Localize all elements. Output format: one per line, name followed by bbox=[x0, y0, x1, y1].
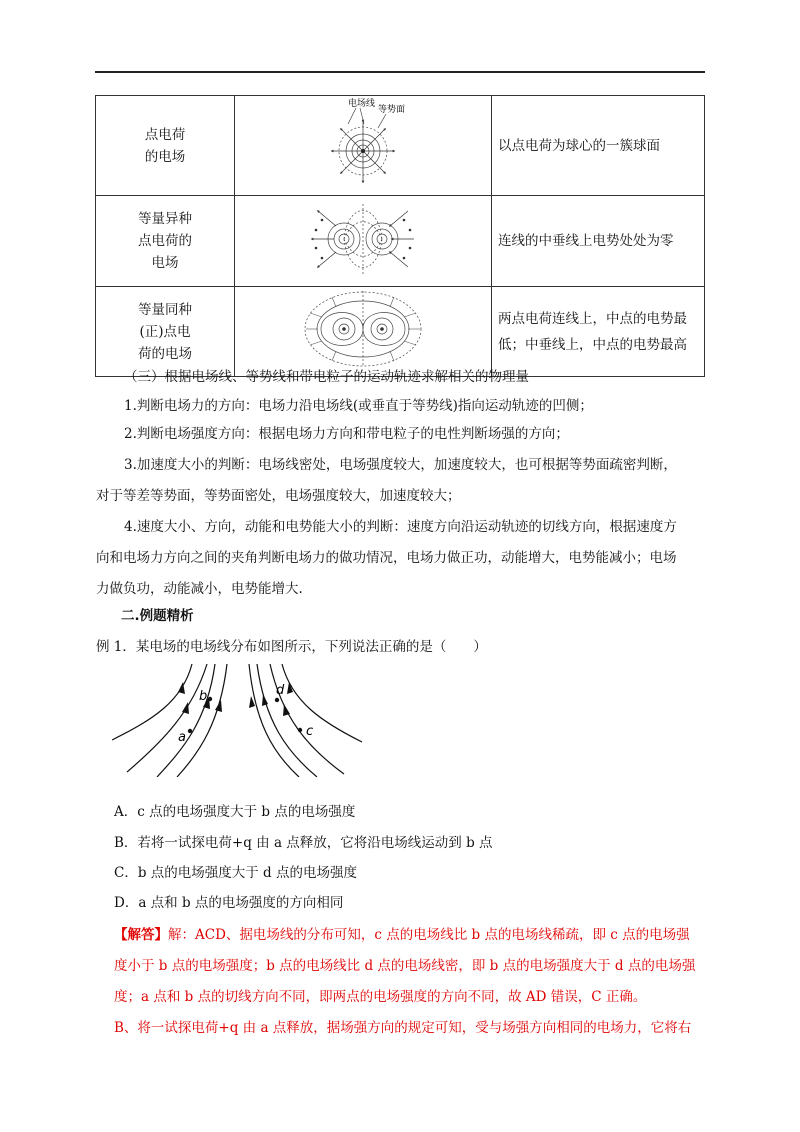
answer-tag: 【解答】 bbox=[114, 927, 168, 943]
paragraph: 力做负功，动能减小，电势能增大. bbox=[96, 581, 303, 597]
row-name: 等量同种 (正)点电 荷的电场 bbox=[96, 287, 235, 377]
paragraph: 1.判断电场力的方向：电场力沿电场线(或垂直于等势线)指向运动轨迹的凹侧； bbox=[124, 398, 593, 414]
row-desc: 连线的中垂线上电势处处为零 bbox=[492, 196, 705, 287]
table-row bbox=[96, 196, 705, 287]
point-c bbox=[298, 728, 302, 732]
point-d bbox=[275, 698, 279, 702]
row-name: 等量异种 点电荷的 电场 bbox=[96, 196, 235, 287]
row-desc: 两点电荷连线上，中点的电势最 低；中垂线上，中点的电势最高 bbox=[492, 287, 705, 377]
option-a: A．c 点的电场强度大于 b 点的电场强度 bbox=[114, 804, 356, 820]
answer-line: 度小于 b 点的电场强度；b 点的电场线比 d 点的电场线密，即 b 点的电场强度大于 d 点的电场强 bbox=[114, 958, 696, 974]
like-charges-figure bbox=[235, 287, 492, 377]
option-b: B．若将一试探电荷+q 由 a 点释放，它将沿电场线运动到 b 点 bbox=[114, 835, 493, 851]
field-line-label: 电场线 bbox=[348, 99, 376, 109]
label-c: c bbox=[306, 724, 314, 739]
opposite-charges-figure bbox=[235, 196, 492, 287]
point-charge-figure bbox=[235, 96, 492, 196]
table-row bbox=[96, 287, 705, 377]
section-title: 二.例题精析 bbox=[121, 608, 194, 624]
option-d: D．a 点和 b 点的电场强度的方向相同 bbox=[114, 895, 344, 911]
row-name: 点电荷 的电场 bbox=[96, 96, 235, 196]
label-a: a bbox=[178, 730, 186, 745]
example-field-lines-figure bbox=[112, 662, 372, 777]
opposite-charges-field-diagram bbox=[236, 196, 490, 282]
answer-line: B、将一试探电荷+q 由 a 点释放，据场强方向的规定可知，受与场强方向相同的电场力，它将右 bbox=[114, 1020, 692, 1036]
point-charge-field-diagram bbox=[236, 96, 490, 191]
header-rule bbox=[95, 71, 705, 73]
paragraph: 3.加速度大小的判断：电场线密处，电场强度较大，加速度较大，也可根据等势面疏密判断， bbox=[124, 457, 677, 473]
label-b: b bbox=[199, 689, 208, 704]
point-a bbox=[188, 729, 192, 733]
paragraph: 对于等差等势面，等势面密处，电场强度较大，加速度较大； bbox=[96, 488, 461, 504]
label-d: d bbox=[276, 683, 285, 698]
answer-line: 度；a 点和 b 点的切线方向不同，即两点的电场强度的方向不同，故 AD 错误，C 正确。 bbox=[114, 989, 647, 1005]
section-3-title: （三）根据电场线、等势线和带电粒子的运动轨迹求解相关的物理量 bbox=[124, 369, 529, 385]
like-charges-field-diagram bbox=[236, 287, 490, 372]
paragraph: 4.速度大小、方向，动能和电势能大小的判断：速度方向沿运动轨迹的切线方向，根据速度方 bbox=[124, 519, 677, 535]
row-desc: 以点电荷为球心的一簇球面 bbox=[492, 96, 705, 196]
table-row bbox=[96, 96, 705, 196]
field-table bbox=[95, 95, 705, 377]
point-b bbox=[208, 697, 212, 701]
answer-line: 【解答】解：ACD、据电场线的分布可知，c 点的电场线比 b 点的电场线稀疏，即 c 点的电场强 bbox=[114, 927, 690, 943]
paragraph: 2.判断电场强度方向：根据电场力方向和带电粒子的电性判断场强的方向； bbox=[124, 426, 569, 442]
paragraph: 向和电场力方向之间的夹角判断电场力的做功情况，电场力做正功，动能增大，电势能减小；电场 bbox=[96, 550, 677, 566]
example-question: 例 1．某电场的电场线分布如图所示，下列说法正确的是（ ） bbox=[96, 639, 487, 655]
option-c: C．b 点的电场强度大于 d 点的电场强度 bbox=[114, 865, 357, 881]
equipotential-label: 等势面 bbox=[378, 105, 406, 115]
